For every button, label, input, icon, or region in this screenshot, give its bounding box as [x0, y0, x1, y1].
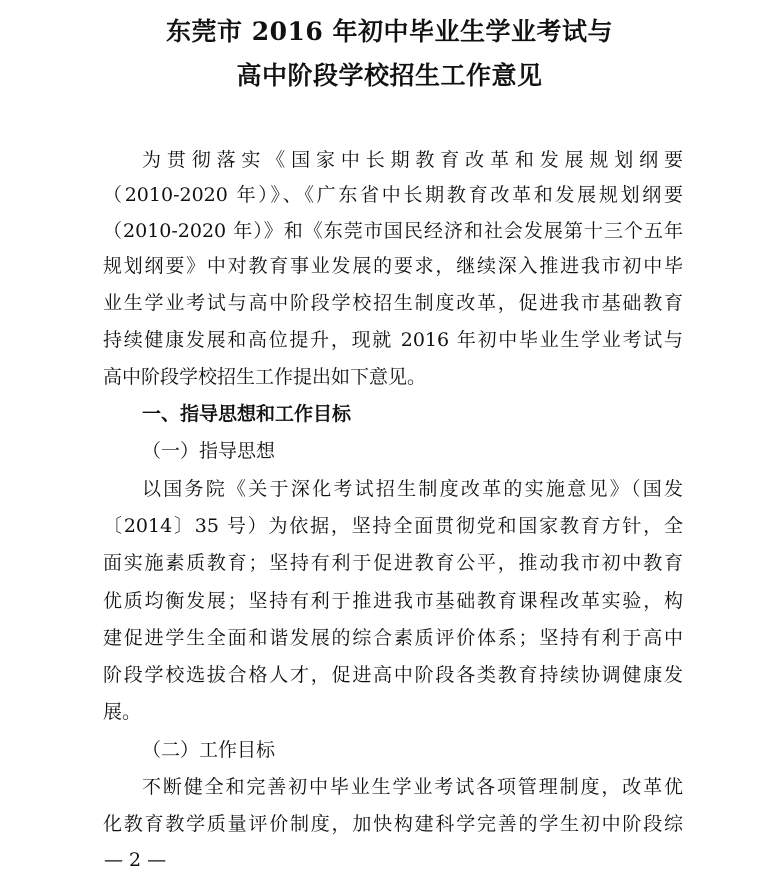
body-line: 面实施素质教育；坚持有利于促进教育公平，推动我市初中教育 — [103, 552, 683, 574]
body-line: 化教育教学质量评价制度，加快构建科学完善的学生初中阶段综 — [103, 813, 683, 835]
body-line: 为贯彻落实《国家中长期教育改革和发展规划纲要 — [142, 149, 683, 171]
body-line: （2010-2020 年）》、《广东省中长期教育改革和发展规划纲要 — [103, 184, 683, 206]
body-line: 阶段学校选拔合格人才，促进高中阶段各类教育持续协调健康发 — [103, 664, 683, 686]
page-number: — 2 — — [104, 849, 167, 871]
subsection-heading: （一）指导思想 — [142, 440, 276, 462]
body-line: 规划纲要》中对教育事业发展的要求，继续深入推进我市初中毕 — [103, 255, 683, 277]
body-line: 展。 — [103, 701, 142, 723]
subsection-heading: （二）工作目标 — [142, 739, 276, 761]
document-title-line-2: 高中阶段学校招生工作意见 — [236, 61, 543, 90]
body-line: 建促进学生全面和谐发展的综合素质评价体系；坚持有利于高中 — [103, 627, 683, 649]
body-line: 优质均衡发展；坚持有利于推进我市基础教育课程改革实验，构 — [103, 590, 683, 612]
document-title-line-1: 东莞市 2016 年初中毕业生学业考试与 — [166, 17, 613, 46]
body-line: 持续健康发展和高位提升，现就 2016 年初中毕业生学业考试与 — [103, 329, 683, 351]
body-line: 不断健全和完善初中毕业生学业考试各项管理制度，改革优 — [142, 776, 683, 798]
body-line: 高中阶段学校招生工作提出如下意见。 — [103, 366, 427, 388]
body-line: 以国务院《关于深化考试招生制度改革的实施意见》（国发 — [142, 478, 683, 500]
body-line: （2010-2020 年）》和《东莞市国民经济和社会发展第十三个五年 — [103, 220, 683, 242]
body-line: 〔2014〕35 号）为依据，坚持全面贯彻党和国家教育方针，全 — [103, 515, 683, 537]
section-heading: 一、指导思想和工作目标 — [142, 403, 352, 425]
body-line: 业生学业考试与高中阶段学校招生制度改革，促进我市基础教育 — [103, 292, 683, 314]
